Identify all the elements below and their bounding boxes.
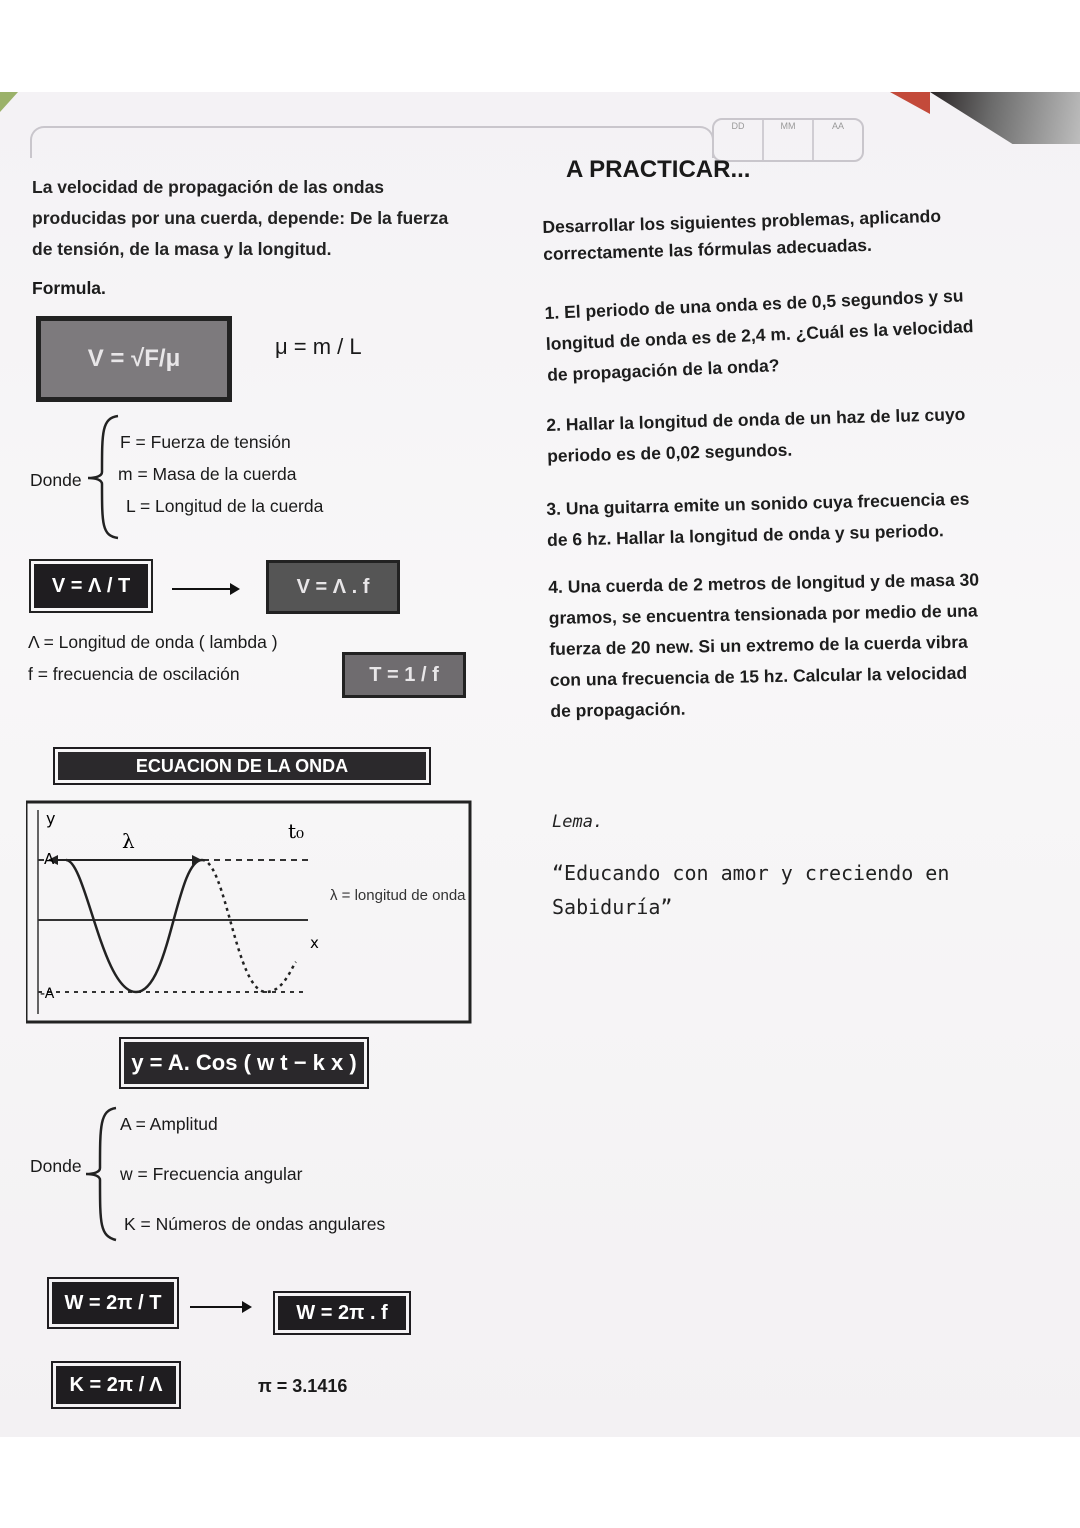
problem-2 [546,399,967,472]
problem-line: gramos, se encuentra tensionada por medio de una [548,600,978,628]
formula-v-lambda-t: V = Λ / T [34,564,148,608]
motto-line: “Educando con amor y creciendo en [552,861,950,885]
lambda-symbol: λ [122,829,135,853]
formula-mu: μ = m / L [275,334,362,359]
problem-line: de propagación. [550,698,686,721]
problem-line: 2. Hallar la longitud de onda de un haz de luz cuyo [546,404,966,435]
date-year-label: AA [831,121,844,131]
neg-a-label: -A [40,986,55,1002]
formula-w-period: W = 2π / T [52,1282,174,1324]
lambda-note: λ = longitud de onda [330,887,466,904]
header-frame [30,126,714,158]
instructions [542,201,942,270]
problem-line: de propagación de la onda? [546,355,780,385]
problem-line: longitud de onda es de 2,4 m. ¿Cuál es la velocidad [545,316,974,354]
date-month-label: MM [764,120,814,160]
donde-label-2: Donde [30,1156,82,1176]
t0-label: t₀ [288,819,305,843]
graph-frame [26,802,470,1022]
problem-3 [546,484,970,556]
def-angular-frequency: w = Frecuencia angular [120,1164,303,1184]
lambda-definition: Λ = Longitud de onda ( lambda ) [28,632,278,652]
formula-label: Formula. [32,278,106,298]
intro-line: de tensión, de la masa y la longitud. [32,239,332,259]
problem-line: 1. El periodo de una onda es de 0,5 segundos y su [544,285,964,323]
problem-line: periodo es de 0,02 segundos. [546,439,793,466]
formula-k: K = 2π / Λ [56,1366,176,1404]
motto-line: Sabiduría” [552,895,673,919]
instruction-line: correctamente las fórmulas adecuadas. [542,234,873,264]
formula-v-lambda-f: V = Λ . f [266,560,400,614]
date-day-label: DD [714,120,764,160]
problem-line: con una frecuencia de 15 hz. Calcular la velocidad [549,662,968,690]
pi-value: π = 3.1416 [258,1376,348,1396]
formula-w-frequency: W = 2π . f [278,1296,406,1330]
motto [552,856,949,924]
wave-equation: y = A. Cos ( w t − k x ) [124,1042,364,1084]
wave-curve [66,860,202,992]
instruction-line: Desarrollar los siguientes problemas, aplicando [542,205,942,237]
formula-period: T = 1 / f [342,652,466,698]
y-label: y [46,809,56,828]
def-amplitude: A = Amplitud [120,1114,218,1134]
lema-label: Lema. [552,812,604,832]
arrow-icon [172,588,238,590]
wave-graph [26,800,472,1026]
frequency-definition: f = frecuencia de oscilación [28,664,240,684]
a-label: A [44,850,55,868]
arrow-icon-2 [190,1306,250,1308]
intro-line: producidas por una cuerda, depende: De la fuerza [32,208,449,228]
def-mass: m = Masa de la cuerda [118,464,297,484]
problem-4 [548,564,981,726]
problem-line: 4. Una cuerda de 2 metros de longitud y de masa 30 [548,569,980,597]
problem-line: de 6 hz. Hallar la longitud de onda y su periodo. [546,520,944,550]
donde-label: Donde [30,470,82,490]
def-force: F = Fuerza de tensión [120,432,291,452]
wave-curve-dotted [202,860,296,992]
problem-line: fuerza de 20 new. Si un extremo de la cuerda vibra [549,631,968,659]
x-label: x [310,934,319,952]
practice-title: A PRACTICAR... [566,156,751,183]
intro-line: La velocidad de propagación de las ondas [32,177,385,197]
wave-equation-title: ECUACION DE LA ONDA [58,752,426,780]
def-wave-number: K = Números de ondas angulares [124,1214,386,1234]
problem-line: 3. Una guitarra emite un sonido cuya frecuencia es [546,488,970,519]
def-length: L = Longitud de la cuerda [126,496,324,516]
brace-icon-2 [84,1104,124,1244]
formula-speed-box: V = √F/μ [36,316,232,402]
arrow-right-icon [192,855,202,865]
intro-paragraph [32,172,448,265]
problem-1 [544,280,975,391]
